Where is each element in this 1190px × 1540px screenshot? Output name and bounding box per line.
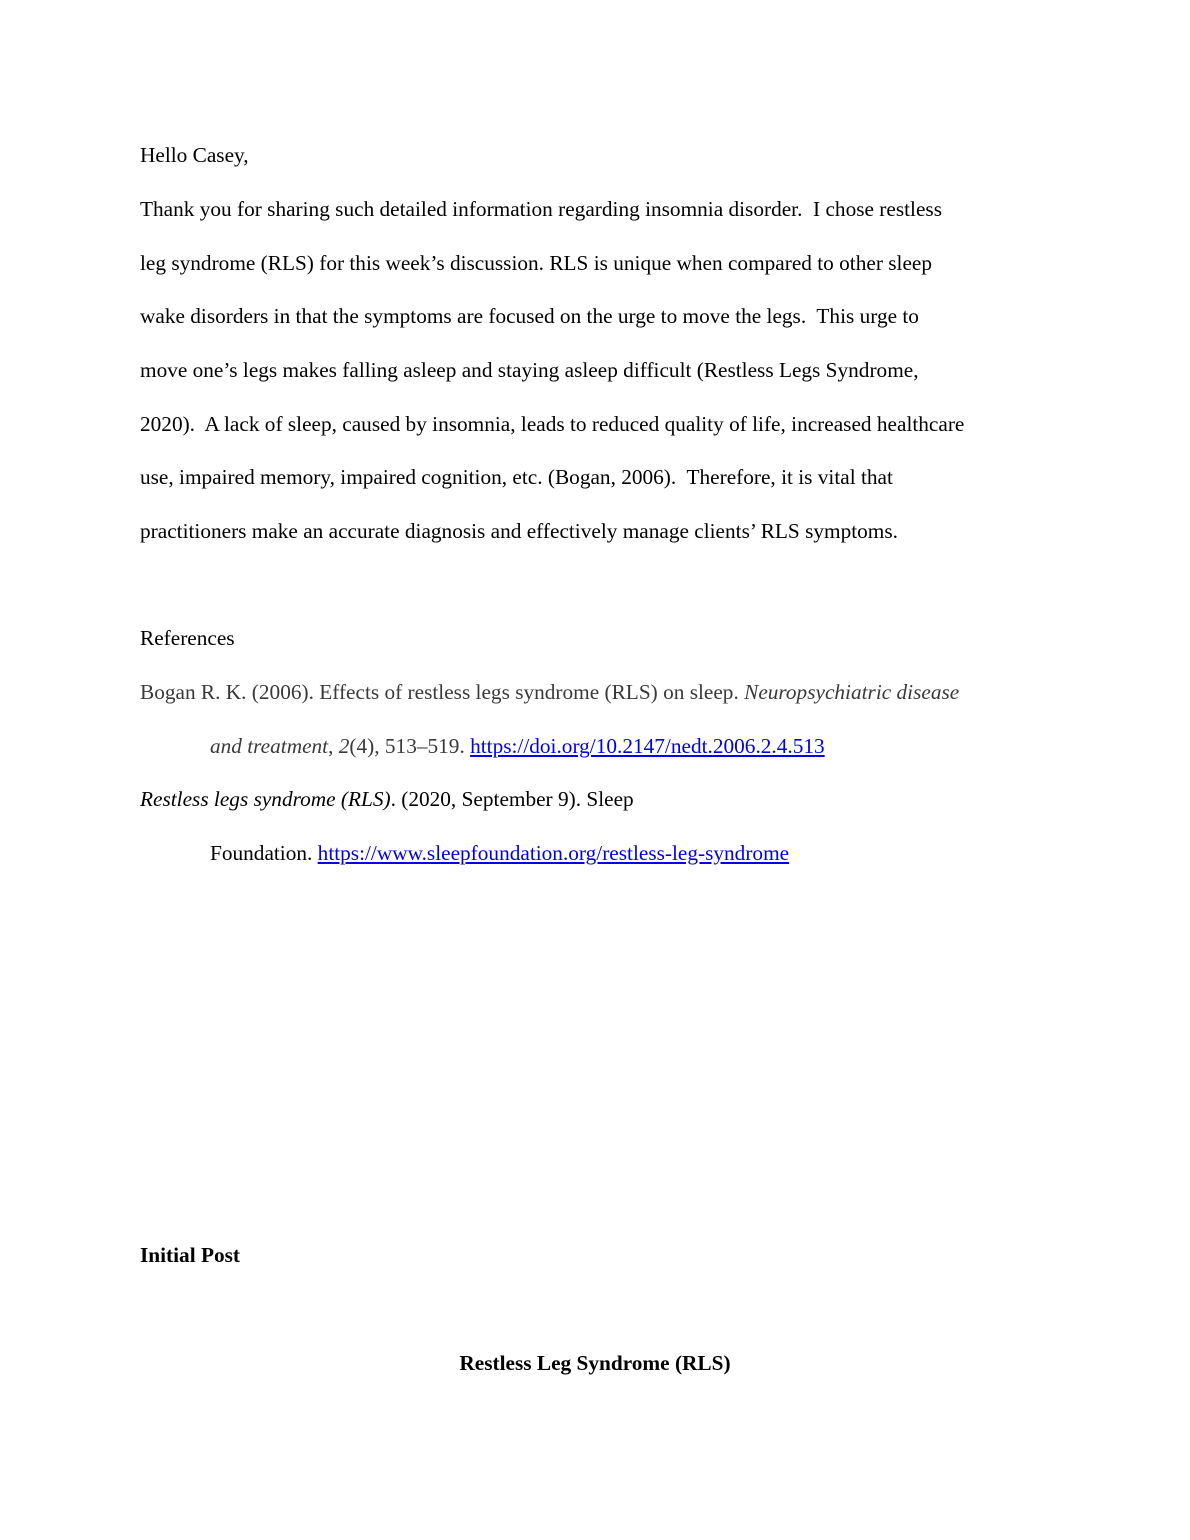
reference-bogan — [140, 682, 959, 703]
reply-line: 2020). A lack of sleep, caused by insomnia, leads to reduced quality of life, increased healthcare — [140, 412, 965, 436]
reply-line: use, impaired memory, impaired cognition, etc. (Bogan, 2006). Therefore, it is vital that — [140, 465, 893, 489]
reply-line: wake disorders in that the symptoms are focused on the urge to move the legs. This urge to — [140, 304, 919, 328]
reference-sf-link[interactable]: https://www.sleepfoundation.org/restless-leg-syndrome — [317, 841, 790, 865]
reply-line: practitioners make an accurate diagnosis and effectively manage clients’ RLS symptoms. — [140, 519, 898, 543]
reply-line: move one’s legs makes falling asleep and staying asleep difficult (Restless Legs Syndrome, — [140, 358, 919, 382]
reference-bogan-issue-pages: (4), 513–519. — [349, 734, 471, 758]
reply-line: Thank you for sharing such detailed information regarding insomnia disorder. I chose restless — [140, 197, 942, 221]
reference-bogan-journal: Neuropsychiatric disease — [744, 680, 960, 704]
reference-bogan-journal-cont: and treatment — [210, 734, 329, 758]
initial-post-label: Initial Post — [140, 1243, 240, 1267]
reference-bogan-volume: 2 — [338, 734, 350, 758]
reference-sf-title: Restless legs syndrome (RLS) — [140, 787, 391, 811]
reference-bogan-sep: , — [328, 734, 339, 758]
reference-sleep-foundation — [140, 789, 634, 810]
reference-sf-date: . (2020, September 9). Sleep — [390, 787, 634, 811]
reference-bogan-continued — [210, 736, 825, 757]
initial-post-title: Restless Leg Syndrome (RLS) — [459, 1351, 731, 1375]
reply-line: leg syndrome (RLS) for this week’s discussion. RLS is unique when compared to other sleep — [140, 251, 932, 275]
reference-bogan-authors: Bogan R. K. (2006). Effects of restless legs syndrome (RLS) on sleep. — [140, 680, 745, 704]
reference-bogan-doi-link[interactable]: https://doi.org/10.2147/nedt.2006.2.4.513 — [470, 734, 825, 758]
reference-sleep-foundation-continued — [210, 843, 789, 864]
references-heading: References — [140, 626, 235, 650]
greeting: Hello Casey, — [140, 143, 249, 167]
reference-sf-publisher: Foundation. — [210, 841, 318, 865]
